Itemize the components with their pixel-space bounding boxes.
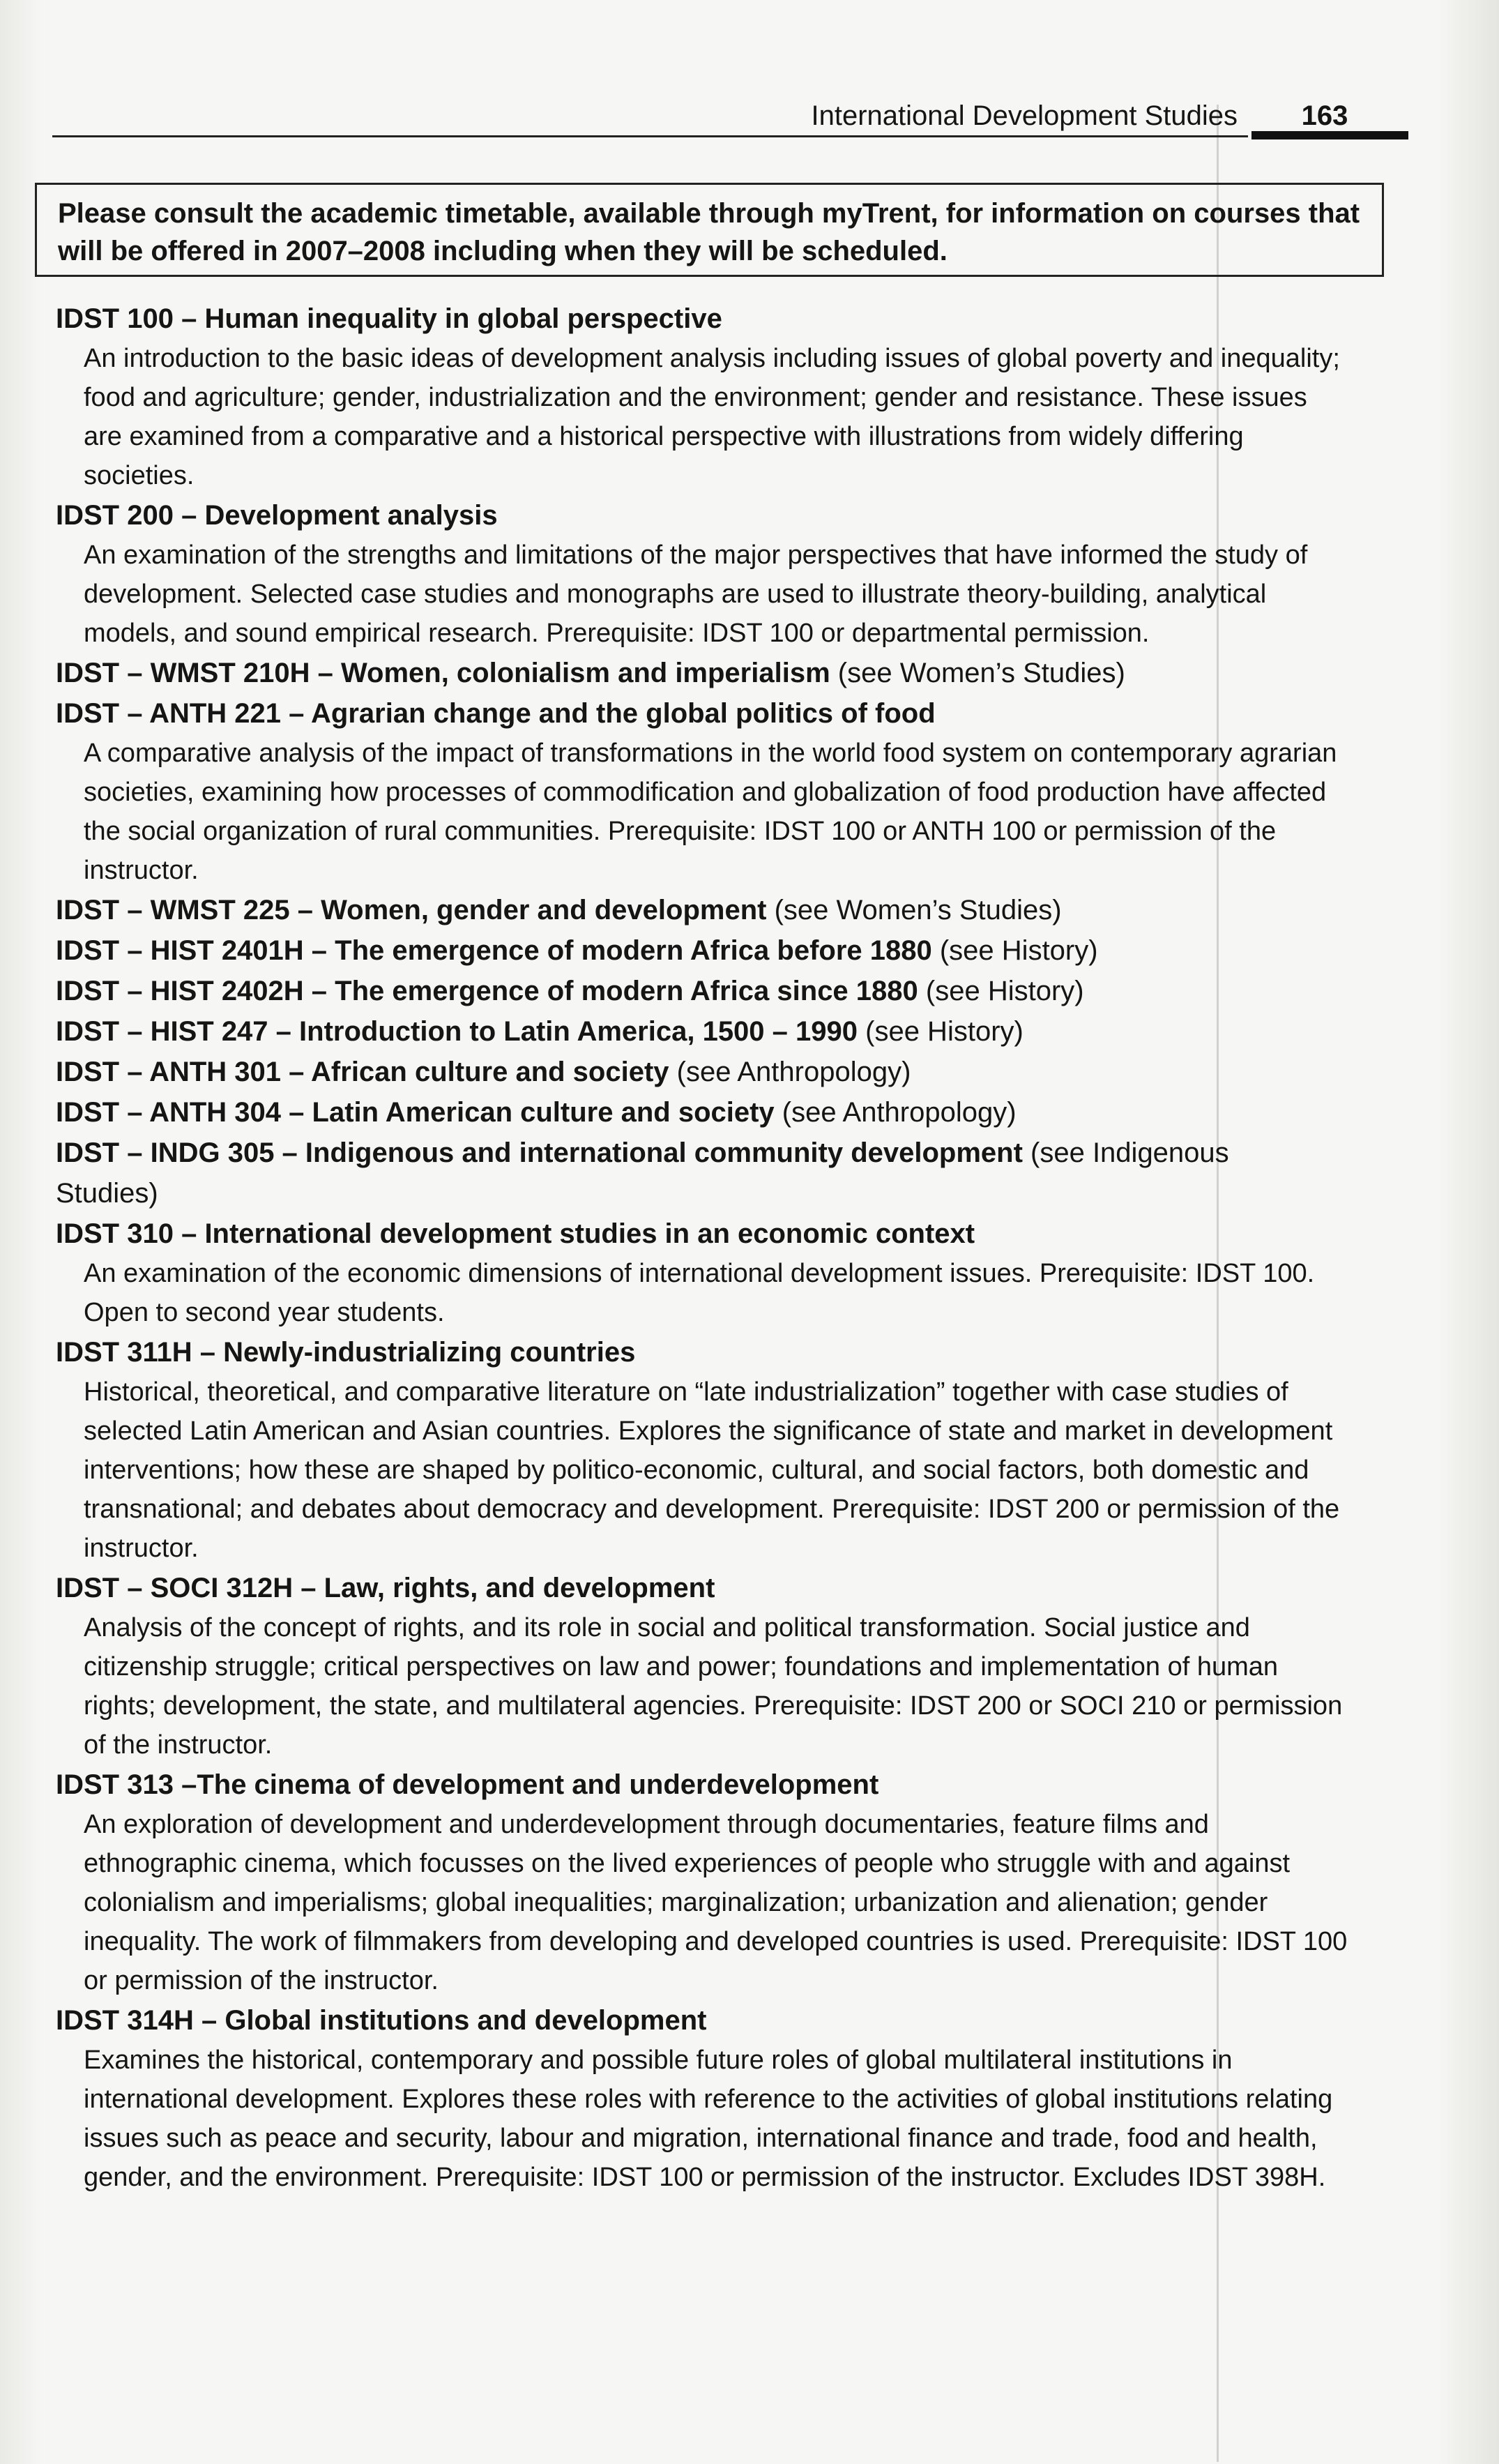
course-note: (see Women’s Studies) xyxy=(830,658,1125,688)
course-description: A comparative analysis of the impact of transformations in the world food system on contemporary agrarian societies, examining how processes of commodification and globalization of food production have affected the social organization of rural communities. Prerequisite: IDST 100 or ANTH 100 or permission of the instructor. xyxy=(84,739,1337,885)
course-title: Development analysis xyxy=(204,500,498,531)
course-entry xyxy=(56,1092,1367,1133)
course-title: Women, gender and development xyxy=(321,895,767,925)
course-note: (see Anthropology) xyxy=(774,1097,1017,1128)
course-description: An introduction to the basic ideas of development analysis including issues of global poverty and inequality; food and agriculture; gender, industrialization and the environment; gender and resistance. These issues are examined from a comparative and a historical perspective with illustrations from widely differing societies. xyxy=(84,344,1340,490)
course-code: IDST – WMST 225 – xyxy=(56,895,321,925)
course-heading xyxy=(56,890,1367,930)
course-title: Latin American culture and society xyxy=(312,1097,775,1128)
course-code: IDST – ANTH 301 – xyxy=(56,1057,312,1087)
course-heading xyxy=(56,2000,1367,2041)
course-code: IDST 313 – xyxy=(56,1769,197,1800)
header-rule-thick xyxy=(1251,131,1408,139)
course-code: IDST – SOCI 312H – xyxy=(56,1573,324,1603)
course-code: IDST – ANTH 304 – xyxy=(56,1097,312,1128)
course-code: IDST 200 – xyxy=(56,500,205,531)
running-header xyxy=(52,98,1363,146)
course-heading xyxy=(56,653,1367,693)
course-description: An examination of the economic dimensions of international development issues. Prerequisite: IDST 100. Open to second year students. xyxy=(84,1259,1315,1327)
course-description: An examination of the strengths and limitations of the major perspectives that have informed the study of development. Selected case studies and monographs are used to illustrate theory-building, analytical models, and sound empirical research. Prerequisite: IDST 100 or departmental permission. xyxy=(84,541,1308,648)
course-entry xyxy=(56,1568,1367,1764)
course-title: International development studies in an economic context xyxy=(204,1218,975,1249)
header-title: International Development Studies xyxy=(811,100,1238,131)
course-description: Examines the historical, contemporary and possible future roles of global multilateral institutions in international development. Explores these roles with reference to the activities of global institutions relating issues such as peace and security, labour and migration, international finance and trade, food and health, gender, and the environment. Prerequisite: IDST 100 or permission of the instructor. Excludes IDST 398H. xyxy=(84,2046,1333,2192)
course-heading xyxy=(56,1214,1367,1254)
course-heading xyxy=(56,1332,1367,1373)
course-title: Human inequality in global perspective xyxy=(204,303,722,334)
course-entry xyxy=(56,971,1367,1011)
course-heading xyxy=(56,693,1367,734)
course-heading xyxy=(56,1052,1367,1092)
course-entry xyxy=(56,1011,1367,1052)
course-entry xyxy=(56,1214,1367,1332)
course-title: Indigenous and international community development xyxy=(305,1137,1023,1168)
course-description: An exploration of development and underdevelopment through documentaries, feature films and ethnographic cinema, which focusses on the lived experiences of people who struggle with and against colonialism and imperialisms; global inequalities; marginalization; urbanization and alienation; gender inequality. The work of filmmakers from developing and developed countries is used. Prerequisite: IDST 100 or permission of the instructor. xyxy=(84,1810,1348,1995)
course-title: Newly-industrializing countries xyxy=(223,1337,636,1368)
course-title: Introduction to Latin America, 1500 – 1990 xyxy=(299,1016,858,1047)
course-entry xyxy=(56,298,1367,495)
course-code: IDST 100 – xyxy=(56,303,205,334)
course-description: Analysis of the concept of rights, and its role in social and political transformation. Social justice and citizenship struggle; critical perspectives on law and power; foundations and implementation of human rights; development, the state, and multilateral agencies. Prerequisite: IDST 200 or SOCI 210 or permission of the instructor. xyxy=(84,1613,1343,1760)
course-entry xyxy=(56,2000,1367,2197)
course-heading xyxy=(56,1092,1367,1133)
header-rule xyxy=(52,135,1248,137)
course-heading xyxy=(56,1568,1367,1608)
course-title: Women, colonialism and imperialism xyxy=(340,658,830,688)
course-note: (see History) xyxy=(931,935,1098,966)
course-code: IDST – WMST 210H – xyxy=(56,658,341,688)
course-code: IDST 314H – xyxy=(56,2005,225,2036)
course-code: IDST – INDG 305 – xyxy=(56,1137,305,1168)
course-heading xyxy=(56,495,1367,536)
timetable-notice-box: Please consult the academic timetable, available through myTrent, for information on courses that will be offered in 2007–2008 including when they will be scheduled. xyxy=(35,183,1384,277)
course-note: (see Women’s Studies) xyxy=(766,895,1062,925)
course-title: Law, rights, and development xyxy=(324,1573,715,1603)
course-entry xyxy=(56,930,1367,971)
course-code: IDST – HIST 2402H – xyxy=(56,976,335,1006)
course-heading xyxy=(56,971,1367,1011)
course-code: IDST 310 – xyxy=(56,1218,205,1249)
course-description: Historical, theoretical, and comparative literature on “late industrialization” together with case studies of selected Latin American and Asian countries. Explores the significance of state and market in development interventions; how these are shaped by politico-economic, cultural, and social factors, both domestic and transnational; and debates about democracy and development. Prerequisite: IDST 200 or permission of the instructor. xyxy=(84,1377,1340,1563)
course-heading xyxy=(56,298,1367,339)
course-heading xyxy=(56,930,1367,971)
course-list xyxy=(56,298,1367,2197)
course-entry xyxy=(56,1052,1367,1092)
course-title: The emergence of modern Africa since 1880 xyxy=(335,976,918,1006)
course-code: IDST – HIST 247 – xyxy=(56,1016,300,1047)
course-heading xyxy=(56,1011,1367,1052)
course-note: (see History) xyxy=(858,1016,1024,1047)
course-code: IDST 311H – xyxy=(56,1337,224,1368)
course-title: Agrarian change and the global politics of food xyxy=(311,698,936,729)
course-note: (see History) xyxy=(918,976,1084,1006)
course-entry xyxy=(56,693,1367,890)
course-note: (see Anthropology) xyxy=(669,1057,911,1087)
course-entry xyxy=(56,495,1367,653)
course-title: African culture and society xyxy=(311,1057,669,1087)
course-entry xyxy=(56,1133,1367,1214)
course-title: The cinema of development and underdevelopment xyxy=(197,1769,879,1800)
course-entry xyxy=(56,890,1367,930)
course-title: The emergence of modern Africa before 1880 xyxy=(335,935,932,966)
course-title: Global institutions and development xyxy=(225,2005,707,2036)
course-code: IDST – ANTH 221 – xyxy=(56,698,312,729)
course-heading xyxy=(56,1764,1367,1805)
course-note: (see Indigenous Studies) xyxy=(56,1137,1229,1209)
page-number: 163 xyxy=(1301,100,1348,131)
course-entry xyxy=(56,653,1367,693)
course-entry xyxy=(56,1764,1367,2000)
course-heading xyxy=(56,1133,1367,1214)
course-code: IDST – HIST 2401H – xyxy=(56,935,335,966)
course-entry xyxy=(56,1332,1367,1568)
